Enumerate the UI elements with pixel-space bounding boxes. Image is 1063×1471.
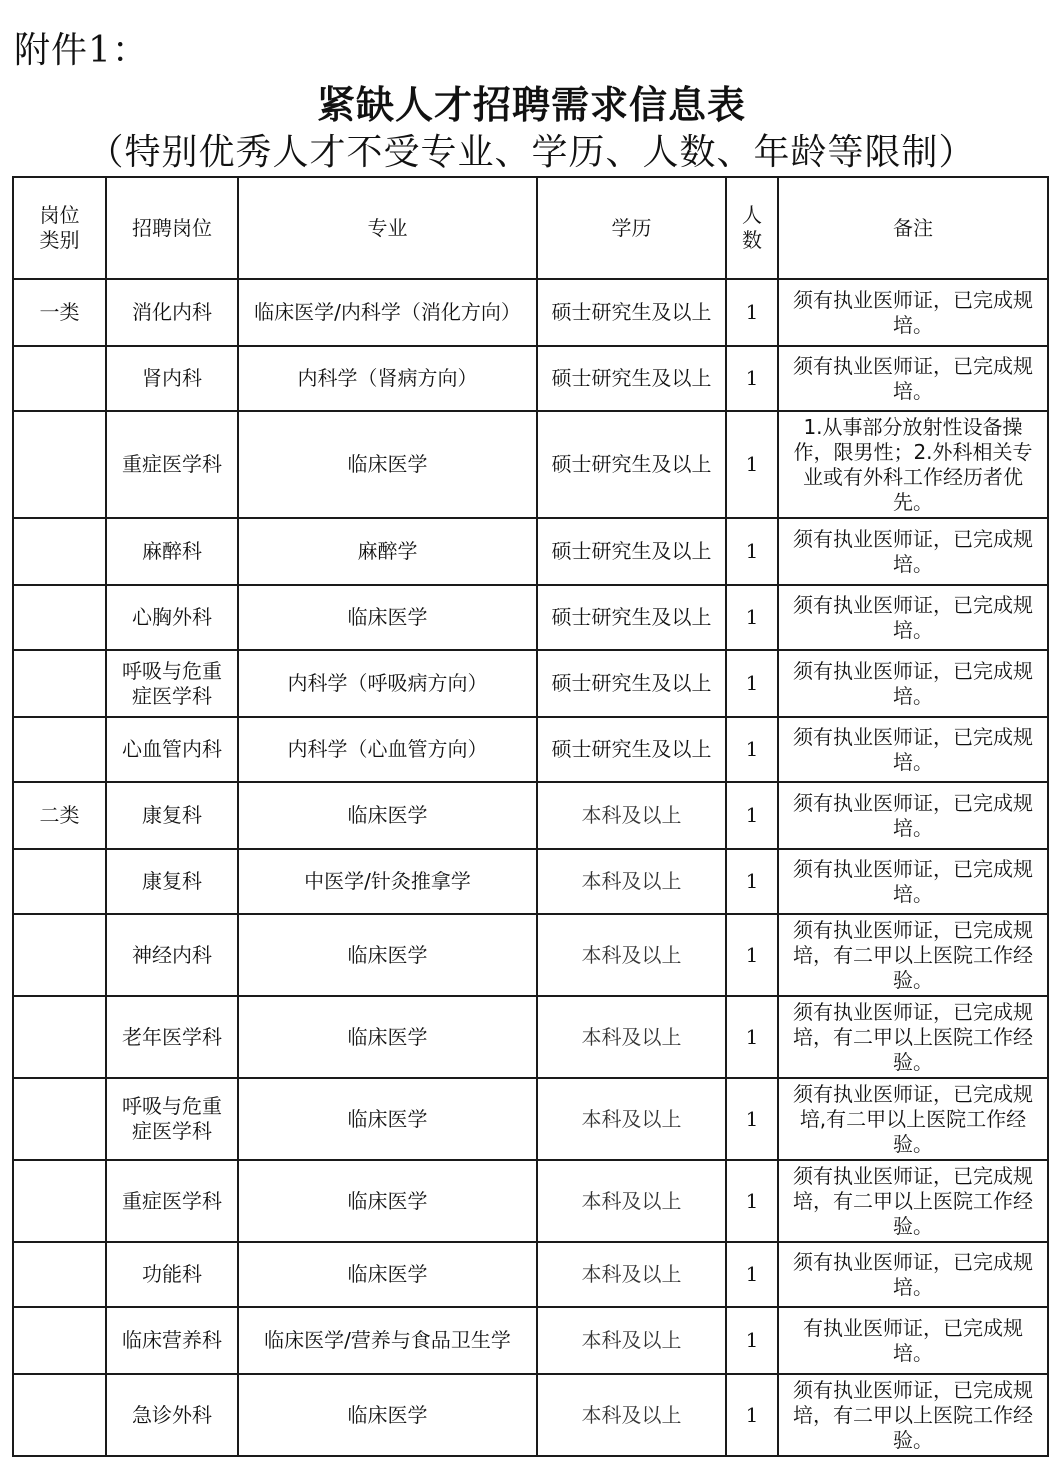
table-header-row (13, 177, 1048, 279)
position-cell: 重症医学科 (106, 1160, 238, 1242)
major-cell: 内科学（肾病方向） (238, 346, 537, 411)
table-row (13, 1307, 1048, 1374)
position-cell: 老年医学科 (106, 996, 238, 1078)
category-cell (13, 650, 106, 717)
recruitment-table (12, 176, 1049, 1457)
category-cell (13, 585, 106, 650)
position-cell: 心胸外科 (106, 585, 238, 650)
header-remarks: 备注 (778, 177, 1048, 279)
position-cell: 麻醉科 (106, 518, 238, 585)
remarks-cell: 须有执业医师证，已完成规培，有二甲以上医院工作经验。 (778, 1160, 1048, 1242)
table-row (13, 1242, 1048, 1307)
table-row (13, 914, 1048, 996)
remarks-cell: 须有执业医师证，已完成规培，有二甲以上医院工作经验。 (778, 996, 1048, 1078)
count-cell: 1 (726, 1078, 778, 1160)
count-cell: 1 (726, 782, 778, 849)
major-cell: 临床医学 (238, 1374, 537, 1456)
position-cell: 呼吸与危重症医学科 (106, 1078, 238, 1160)
major-cell: 临床医学 (238, 914, 537, 996)
remarks-cell: 须有执业医师证，已完成规培。 (778, 782, 1048, 849)
count-cell: 1 (726, 996, 778, 1078)
count-cell: 1 (726, 914, 778, 996)
education-cell: 本科及以上 (537, 849, 726, 914)
category-cell (13, 1242, 106, 1307)
table-row (13, 346, 1048, 411)
position-cell: 急诊外科 (106, 1374, 238, 1456)
table-row (13, 585, 1048, 650)
position-cell: 重症医学科 (106, 411, 238, 518)
major-cell: 临床医学 (238, 1160, 537, 1242)
category-cell (13, 518, 106, 585)
count-cell: 1 (726, 518, 778, 585)
position-cell: 呼吸与危重症医学科 (106, 650, 238, 717)
category-cell (13, 346, 106, 411)
header-major: 专业 (238, 177, 537, 279)
education-cell: 硕士研究生及以上 (537, 411, 726, 518)
category-cell (13, 996, 106, 1078)
table-row (13, 782, 1048, 849)
remarks-cell: 1.从事部分放射性设备操作，限男性；2.外科相关专业或有外科工作经历者优先。 (778, 411, 1048, 518)
count-cell: 1 (726, 411, 778, 518)
count-cell: 1 (726, 585, 778, 650)
category-cell: 二类 (13, 782, 106, 849)
education-cell: 硕士研究生及以上 (537, 279, 726, 346)
position-cell: 消化内科 (106, 279, 238, 346)
remarks-cell: 须有执业医师证，已完成规培，有二甲以上医院工作经验。 (778, 1374, 1048, 1456)
remarks-cell: 须有执业医师证，已完成规培。 (778, 1242, 1048, 1307)
position-cell: 康复科 (106, 849, 238, 914)
table-row (13, 717, 1048, 782)
category-cell (13, 1078, 106, 1160)
remarks-cell: 须有执业医师证，已完成规培。 (778, 346, 1048, 411)
remarks-cell: 须有执业医师证，已完成规培。 (778, 279, 1048, 346)
education-cell: 本科及以上 (537, 1160, 726, 1242)
category-cell (13, 1307, 106, 1374)
count-cell: 1 (726, 849, 778, 914)
major-cell: 临床医学 (238, 996, 537, 1078)
education-cell: 本科及以上 (537, 1374, 726, 1456)
major-cell: 临床医学 (238, 1078, 537, 1160)
count-cell: 1 (726, 1242, 778, 1307)
education-cell: 硕士研究生及以上 (537, 585, 726, 650)
table-row (13, 650, 1048, 717)
category-cell (13, 914, 106, 996)
count-cell: 1 (726, 346, 778, 411)
major-cell: 临床医学/内科学（消化方向） (238, 279, 537, 346)
header-education: 学历 (537, 177, 726, 279)
page-subtitle: （特别优秀人才不受专业、学历、人数、年龄等限制） (87, 132, 976, 173)
table-row (13, 1160, 1048, 1242)
education-cell: 本科及以上 (537, 1242, 726, 1307)
position-cell: 心血管内科 (106, 717, 238, 782)
position-cell: 功能科 (106, 1242, 238, 1307)
table-row (13, 518, 1048, 585)
education-cell: 本科及以上 (537, 782, 726, 849)
remarks-cell: 有执业医师证，已完成规培。 (778, 1307, 1048, 1374)
major-cell: 临床医学 (238, 585, 537, 650)
position-cell: 神经内科 (106, 914, 238, 996)
table-row (13, 1078, 1048, 1160)
education-cell: 硕士研究生及以上 (537, 518, 726, 585)
attachment-label: 附件1： (14, 30, 149, 71)
remarks-cell: 须有执业医师证，已完成规培，有二甲以上医院工作经验。 (778, 914, 1048, 996)
category-cell (13, 849, 106, 914)
education-cell: 硕士研究生及以上 (537, 346, 726, 411)
education-cell: 硕士研究生及以上 (537, 717, 726, 782)
count-cell: 1 (726, 717, 778, 782)
remarks-cell: 须有执业医师证，已完成规培。 (778, 585, 1048, 650)
major-cell: 内科学（心血管方向） (238, 717, 537, 782)
count-cell: 1 (726, 1374, 778, 1456)
category-cell (13, 1374, 106, 1456)
remarks-cell: 须有执业医师证，已完成规培。 (778, 650, 1048, 717)
remarks-cell: 须有执业医师证，已完成规培,有二甲以上医院工作经验。 (778, 1078, 1048, 1160)
page-title: 紧缺人才招聘需求信息表 (316, 83, 746, 127)
position-cell: 临床营养科 (106, 1307, 238, 1374)
table-row (13, 996, 1048, 1078)
education-cell: 本科及以上 (537, 996, 726, 1078)
category-cell: 一类 (13, 279, 106, 346)
table-body (13, 279, 1048, 1456)
position-cell: 肾内科 (106, 346, 238, 411)
category-cell (13, 717, 106, 782)
table-row (13, 411, 1048, 518)
header-position: 招聘岗位 (106, 177, 238, 279)
education-cell: 本科及以上 (537, 914, 726, 996)
table-row (13, 849, 1048, 914)
table-row (13, 279, 1048, 346)
table-row (13, 1374, 1048, 1456)
major-cell: 临床医学 (238, 1242, 537, 1307)
count-cell: 1 (726, 1160, 778, 1242)
header-category: 岗位类别 (13, 177, 106, 279)
category-cell (13, 411, 106, 518)
count-cell: 1 (726, 1307, 778, 1374)
header-count: 人数 (726, 177, 778, 279)
major-cell: 中医学/针灸推拿学 (238, 849, 537, 914)
major-cell: 麻醉学 (238, 518, 537, 585)
remarks-cell: 须有执业医师证，已完成规培。 (778, 518, 1048, 585)
major-cell: 临床医学/营养与食品卫生学 (238, 1307, 537, 1374)
remarks-cell: 须有执业医师证，已完成规培。 (778, 849, 1048, 914)
position-cell: 康复科 (106, 782, 238, 849)
education-cell: 硕士研究生及以上 (537, 650, 726, 717)
education-cell: 本科及以上 (537, 1307, 726, 1374)
major-cell: 临床医学 (238, 782, 537, 849)
education-cell: 本科及以上 (537, 1078, 726, 1160)
category-cell (13, 1160, 106, 1242)
major-cell: 临床医学 (238, 411, 537, 518)
major-cell: 内科学（呼吸病方向） (238, 650, 537, 717)
remarks-cell: 须有执业医师证，已完成规培。 (778, 717, 1048, 782)
count-cell: 1 (726, 279, 778, 346)
count-cell: 1 (726, 650, 778, 717)
